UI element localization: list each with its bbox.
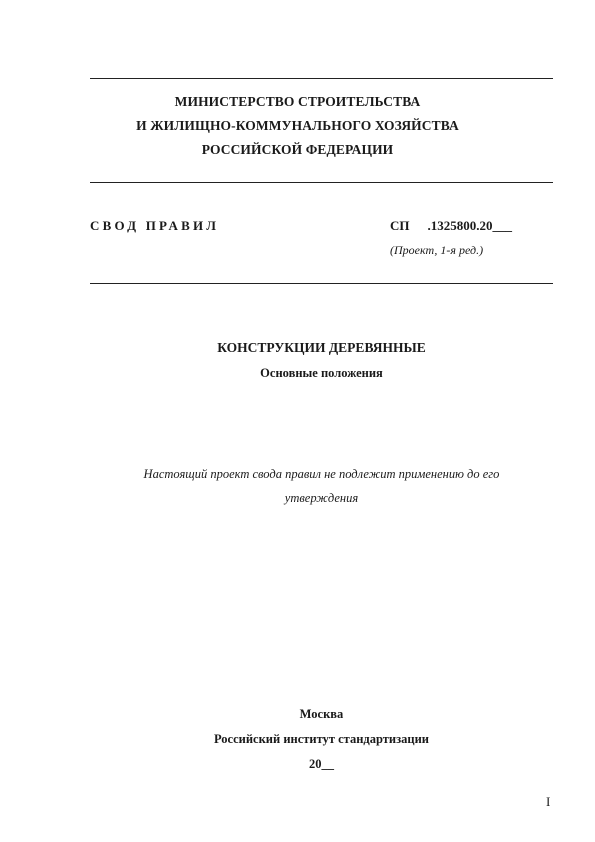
sp-code: .1325800.20___ bbox=[427, 218, 512, 233]
draft-note: (Проект, 1-я ред.) bbox=[390, 243, 484, 257]
sp-designation bbox=[390, 218, 512, 234]
notice-line-1: Настоящий проект свода правил не подлежит применению до его bbox=[143, 467, 500, 481]
svod-pravil-label: СВОД ПРАВИЛ bbox=[90, 218, 220, 233]
publication-year: 20__ bbox=[309, 757, 334, 771]
ministry-line-2: И ЖИЛИЩНО-КОММУНАЛЬНОГО ХОЗЯЙСТВА bbox=[136, 118, 459, 133]
notice-line-2: утверждения bbox=[284, 491, 359, 505]
header-bottom-rule bbox=[90, 182, 553, 183]
publication-city: Москва bbox=[299, 707, 344, 721]
publisher-name: Российский институт стандартизации bbox=[213, 732, 429, 746]
top-rule bbox=[90, 78, 553, 79]
ministry-header bbox=[0, 90, 595, 162]
publication-footer bbox=[0, 702, 595, 777]
ministry-line-3: РОССИЙСКОЙ ФЕДЕРАЦИИ bbox=[201, 142, 394, 157]
sp-prefix: СП bbox=[390, 218, 410, 233]
page-number: I bbox=[546, 794, 551, 809]
draft-notice bbox=[100, 462, 543, 510]
document-subtitle: Основные положения bbox=[260, 366, 383, 380]
code-bottom-rule bbox=[90, 283, 553, 284]
document-title: КОНСТРУКЦИИ ДЕРЕВЯННЫЕ bbox=[217, 340, 426, 355]
ministry-line-1: МИНИСТЕРСТВО СТРОИТЕЛЬСТВА bbox=[174, 94, 421, 109]
